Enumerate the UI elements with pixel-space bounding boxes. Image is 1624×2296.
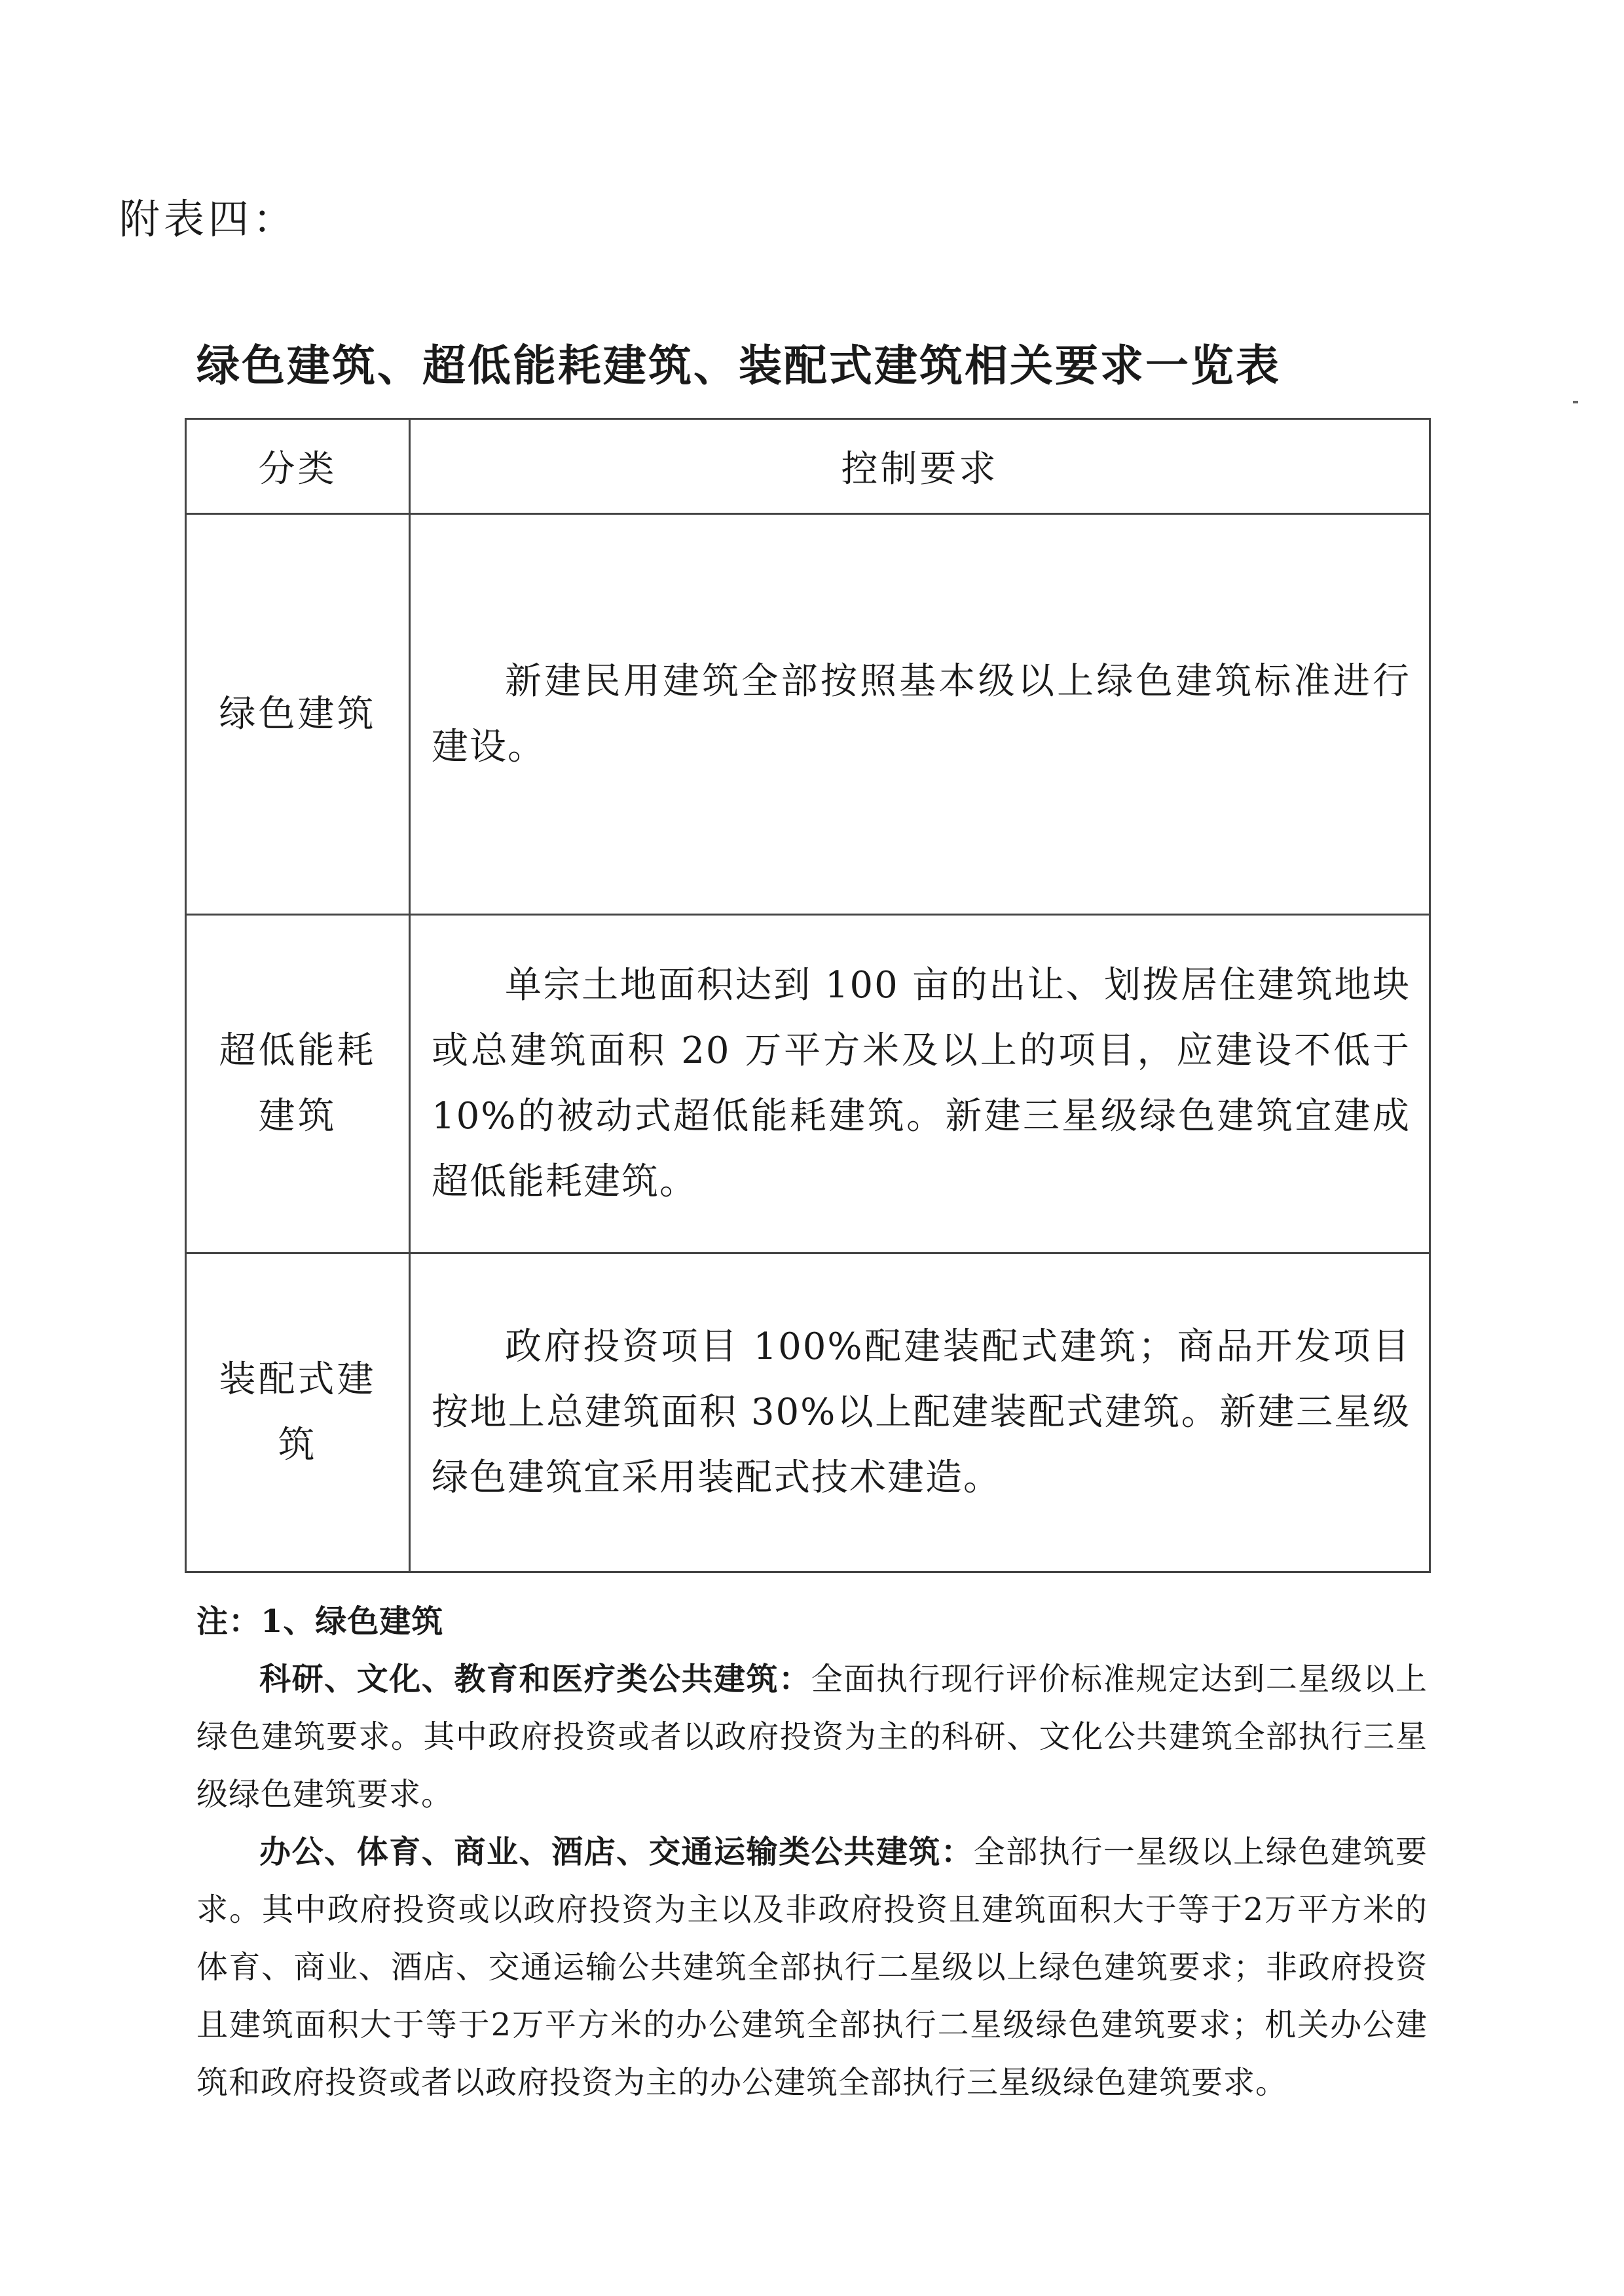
attachment-label: 附表四： bbox=[119, 195, 298, 243]
category-cell: 装配式建筑 bbox=[186, 1253, 410, 1572]
header-requirement: 控制要求 bbox=[410, 419, 1430, 514]
note-lead: 科研、文化、教育和医疗类公共建筑： bbox=[259, 1661, 811, 1697]
note-paragraph bbox=[196, 1650, 1428, 1823]
header-category: 分类 bbox=[186, 419, 410, 514]
scan-edge-mark bbox=[1573, 401, 1578, 403]
note-paragraph bbox=[196, 1823, 1428, 2111]
notes-heading: 注：1、绿色建筑 bbox=[196, 1603, 444, 1640]
requirement-cell: 政府投资项目 100%配建装配式建筑；商品开发项目按地上总建筑面积 30%以上配建装配式建筑。新建三星级绿色建筑宜采用装配式技术建造。 bbox=[410, 1253, 1430, 1572]
notes-section bbox=[196, 1593, 1428, 2111]
document-title: 绿色建筑、超低能耗建筑、装配式建筑相关要求一览表 bbox=[196, 340, 1281, 391]
note-lead: 办公、体育、商业、酒店、交通运输类公共建筑： bbox=[259, 1834, 974, 1870]
note-text: 全面执行现行评价标准规定达到二星级以上绿色建筑要求。其中政府投资或者以政府投资为主的科研、文化公共建筑全部执行三星级绿色建筑要求。 bbox=[196, 1661, 1428, 1813]
table-row bbox=[186, 1253, 1430, 1572]
category-cell: 绿色建筑 bbox=[186, 514, 410, 915]
table-header-row bbox=[186, 419, 1430, 514]
requirement-cell: 单宗土地面积达到 100 亩的出让、划拨居住建筑地块或总建筑面积 20 万平方米及以上的项目，应建设不低于 10%的被动式超低能耗建筑。新建三星级绿色建筑宜建成超低能耗建筑。 bbox=[410, 915, 1430, 1253]
table-row bbox=[186, 915, 1430, 1253]
table-row bbox=[186, 514, 1430, 915]
requirements-table bbox=[185, 418, 1431, 1573]
category-cell: 超低能耗建筑 bbox=[186, 915, 410, 1253]
note-text: 全部执行一星级以上绿色建筑要求。其中政府投资或以政府投资为主以及非政府投资且建筑面积大于等于2万平方米的体育、商业、酒店、交通运输公共建筑全部执行二星级以上绿色建筑要求；非政府投资且建筑面积大于等于2万平方米的办公建筑全部执行二星级绿色建筑要求；机关办公建筑和政府投资或者以政府投资为主的办公建筑全部执行三星级绿色建筑要求。 bbox=[196, 1834, 1428, 2101]
requirement-cell: 新建民用建筑全部按照基本级以上绿色建筑标准进行建设。 bbox=[410, 514, 1430, 915]
